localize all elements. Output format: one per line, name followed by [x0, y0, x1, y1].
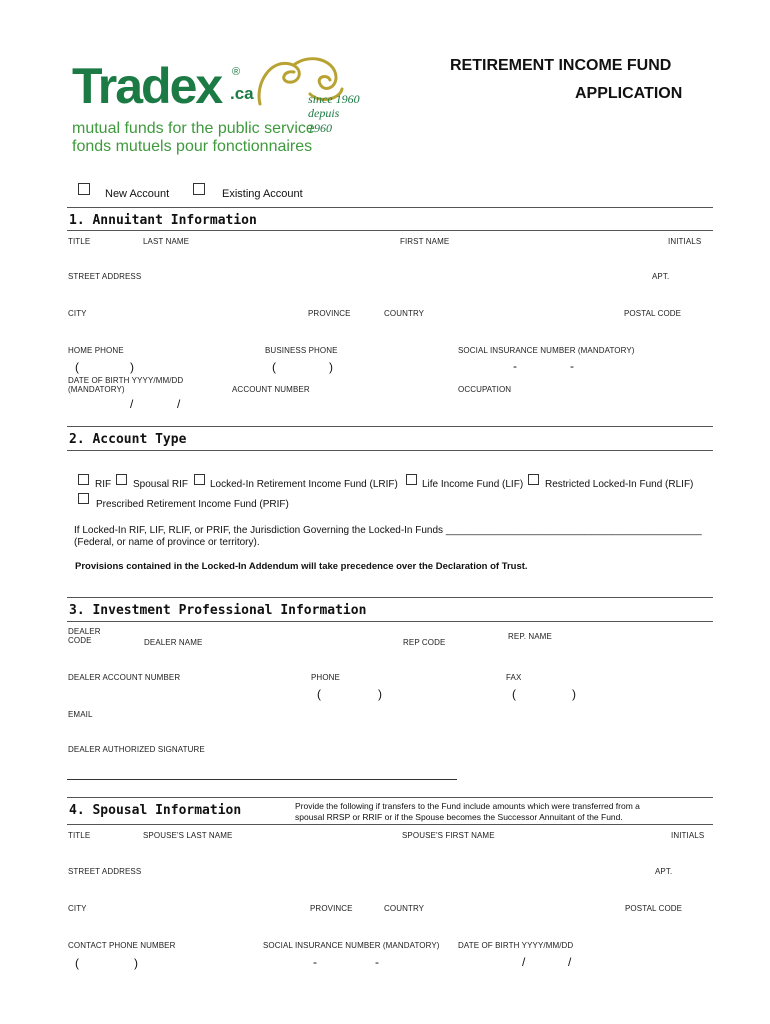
- section2-bottom-rule: [67, 450, 713, 451]
- logo-wordmark: Tradex: [72, 58, 222, 114]
- new-account-label: New Account: [105, 188, 170, 200]
- annuitant-first-name-label: FIRST NAME: [400, 237, 450, 246]
- rlif-label: Restricted Locked-In Fund (RLIF): [545, 479, 694, 490]
- dealer-account-label: DEALER ACCOUNT NUMBER: [68, 673, 181, 682]
- annuitant-city-label: CITY: [68, 309, 87, 318]
- sin-dash-1: -: [513, 359, 517, 373]
- spouse-postal-label: POSTAL CODE: [625, 904, 683, 913]
- lrif-label: Locked-In Retirement Income Fund (LRIF): [210, 479, 398, 490]
- prif-checkbox[interactable]: [78, 493, 89, 504]
- annuitant-postal-label: POSTAL CODE: [624, 309, 682, 318]
- dealer-name-label: DEALER NAME: [144, 638, 203, 647]
- logo-tagline-en: mutual funds for the public service: [72, 120, 315, 137]
- annuitant-account-number-label: ACCOUNT NUMBER: [232, 385, 310, 394]
- spouse-first-name-label: SPOUSE'S FIRST NAME: [402, 831, 495, 840]
- spouse-phone-open-paren: (: [75, 956, 79, 970]
- form-title-line2: APPLICATION: [575, 85, 683, 102]
- dealer-code-label-2: CODE: [68, 636, 92, 645]
- annuitant-home-phone-label: HOME PHONE: [68, 346, 124, 355]
- annuitant-occupation-label: OCCUPATION: [458, 385, 512, 394]
- spouse-sin-label: SOCIAL INSURANCE NUMBER (MANDATORY): [263, 941, 440, 950]
- logo-ca: .ca: [230, 84, 254, 103]
- tradex-logo: [72, 58, 362, 158]
- spouse-city-label: CITY: [68, 904, 87, 913]
- annuitant-apt-label: APT.: [652, 272, 670, 281]
- dealer-email-label: EMAIL: [68, 710, 93, 719]
- dob-slash-2: /: [177, 397, 181, 411]
- existing-account-label: Existing Account: [222, 188, 303, 200]
- logo-registered: ®: [232, 66, 241, 78]
- form-title-line1: RETIREMENT INCOME FUND: [450, 57, 672, 74]
- dealer-phone-open-paren: (: [317, 687, 321, 701]
- spouse-dob-slash-1: /: [522, 955, 526, 969]
- spouse-title-label: TITLE: [68, 831, 91, 840]
- annuitant-dob-mandatory: (MANDATORY): [68, 385, 125, 394]
- section3-top-rule: [67, 597, 713, 598]
- spouse-apt-label: APT.: [655, 867, 673, 876]
- provisions-note: Provisions contained in the Locked-In Addendum will take precedence over the Declaration of Trust.: [75, 561, 528, 572]
- home-phone-close-paren: ): [130, 360, 134, 374]
- annuitant-street-label: STREET ADDRESS: [68, 272, 142, 281]
- spousal-rif-checkbox[interactable]: [116, 474, 127, 485]
- rep-name-label: REP. NAME: [508, 632, 552, 641]
- section1-top-rule: [67, 207, 713, 208]
- dealer-signature-label: DEALER AUTHORIZED SIGNATURE: [68, 745, 205, 754]
- jurisdiction-line: If Locked-In RIF, LIF, RLIF, or PRIF, the Jurisdiction Governing the Locked-In Funds ______________________________________________: [74, 525, 702, 536]
- annuitant-initials-label: INITIALS: [668, 237, 702, 246]
- prif-label: Prescribed Retirement Income Fund (PRIF): [96, 499, 289, 510]
- lif-label: Life Income Fund (LIF): [422, 479, 524, 490]
- spouse-country-label: COUNTRY: [384, 904, 425, 913]
- section4-heading: 4. Spousal Information: [69, 803, 242, 818]
- annuitant-dob-label: DATE OF BIRTH YYYY/MM/DD: [68, 376, 184, 385]
- section1-bottom-rule: [67, 230, 713, 231]
- new-account-checkbox[interactable]: [78, 183, 90, 195]
- annuitant-country-label: COUNTRY: [384, 309, 425, 318]
- spouse-dob-slash-2: /: [568, 955, 572, 969]
- dealer-code-label-1: DEALER: [68, 627, 101, 636]
- dealer-signature-line[interactable]: [67, 779, 457, 780]
- business-phone-close-paren: ): [329, 360, 333, 374]
- annuitant-sin-label: SOCIAL INSURANCE NUMBER (MANDATORY): [458, 346, 635, 355]
- annuitant-province-label: PROVINCE: [308, 309, 351, 318]
- spouse-street-label: STREET ADDRESS: [68, 867, 142, 876]
- annuitant-last-name-label: LAST NAME: [143, 237, 190, 246]
- section1-heading: 1. Annuitant Information: [69, 213, 257, 228]
- spouse-dob-label: DATE OF BIRTH YYYY/MM/DD: [458, 941, 574, 950]
- dealer-fax-close-paren: ): [572, 687, 576, 701]
- home-phone-open-paren: (: [75, 360, 79, 374]
- rlif-checkbox[interactable]: [528, 474, 539, 485]
- dob-slash-1: /: [130, 397, 134, 411]
- spousal-note-line2: spousal RRSP or RRIF or if the Spouse becomes the Successor Annuitant of the Fund.: [295, 812, 623, 822]
- spouse-last-name-label: SPOUSE'S LAST NAME: [143, 831, 233, 840]
- rif-label: RIF: [95, 479, 112, 490]
- section3-heading: 3. Investment Professional Information: [69, 603, 367, 618]
- dealer-fax-label: FAX: [506, 673, 522, 682]
- section4-bottom-rule: [67, 824, 713, 825]
- rif-checkbox[interactable]: [78, 474, 89, 485]
- rep-code-label: REP CODE: [403, 638, 446, 647]
- annuitant-business-phone-label: BUSINESS PHONE: [265, 346, 338, 355]
- logo-since: since 1960: [308, 92, 360, 106]
- jurisdiction-note: (Federal, or name of province or territory).: [74, 537, 260, 548]
- section2-top-rule: [67, 426, 713, 427]
- section4-top-rule: [67, 797, 713, 798]
- spouse-phone-close-paren: ): [134, 956, 138, 970]
- lrif-checkbox[interactable]: [194, 474, 205, 485]
- logo-tagline-fr: fonds mutuels pour fonctionnaires: [72, 138, 313, 155]
- existing-account-checkbox[interactable]: [193, 183, 205, 195]
- section2-heading: 2. Account Type: [69, 432, 187, 447]
- section3-bottom-rule: [67, 621, 713, 622]
- spouse-province-label: PROVINCE: [310, 904, 353, 913]
- spouse-initials-label: INITIALS: [671, 831, 705, 840]
- annuitant-title-label: TITLE: [68, 237, 91, 246]
- dealer-phone-label: PHONE: [311, 673, 340, 682]
- spouse-sin-dash-1: -: [313, 955, 317, 969]
- dealer-fax-open-paren: (: [512, 687, 516, 701]
- lif-checkbox[interactable]: [406, 474, 417, 485]
- sin-dash-2: -: [570, 359, 574, 373]
- spousal-rif-label: Spousal RIF: [133, 479, 189, 490]
- spousal-note-line1: Provide the following if transfers to the Fund include amounts which were transferred from a: [295, 801, 640, 811]
- spouse-sin-dash-2: -: [375, 955, 379, 969]
- business-phone-open-paren: (: [272, 360, 276, 374]
- spouse-contact-phone-label: CONTACT PHONE NUMBER: [68, 941, 176, 950]
- logo-depuis: depuis 1960: [308, 106, 340, 135]
- dealer-phone-close-paren: ): [378, 687, 382, 701]
